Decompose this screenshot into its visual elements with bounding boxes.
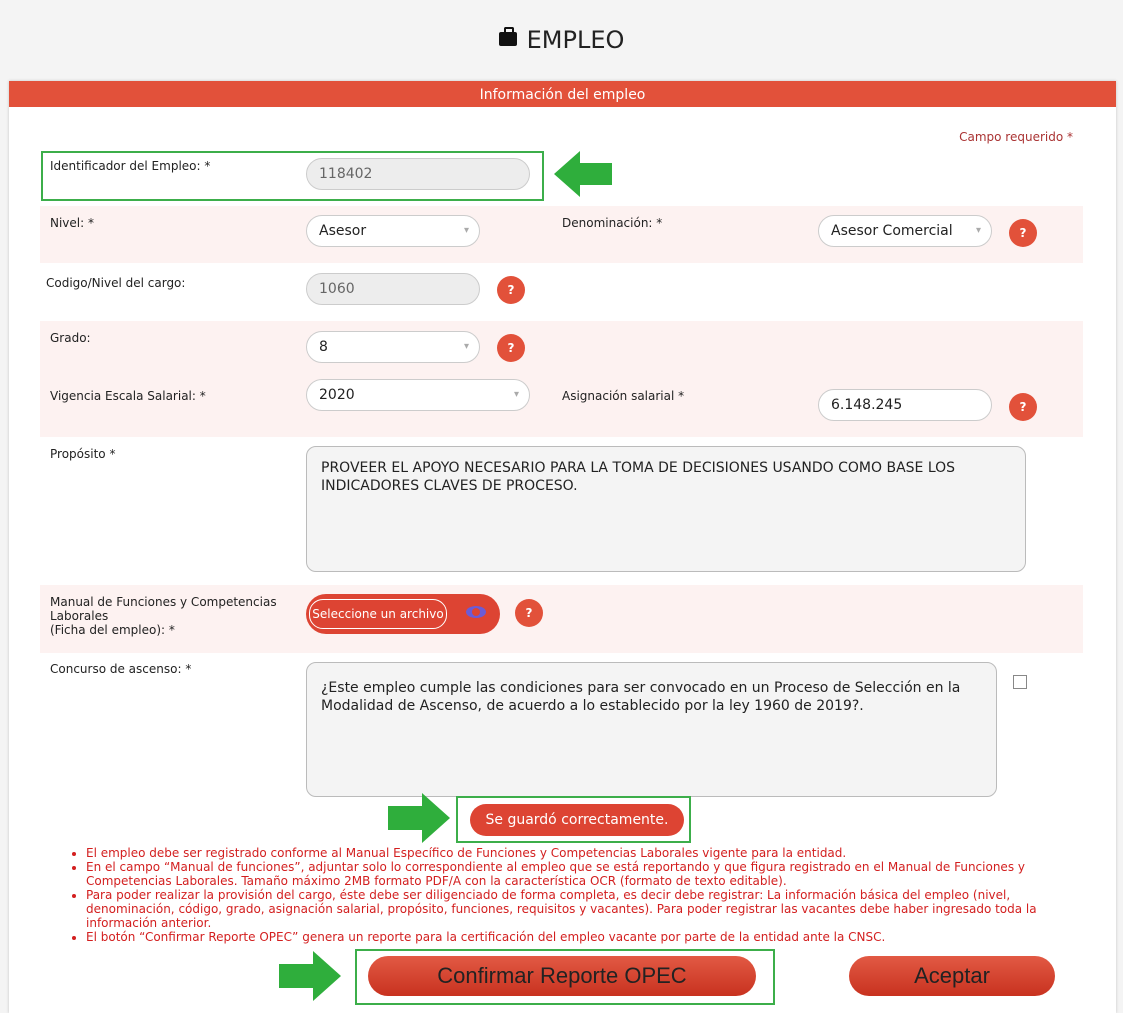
arrow-left-icon <box>554 151 612 197</box>
help-denominacion-icon[interactable]: ? <box>1009 219 1037 247</box>
concurso-checkbox[interactable] <box>1013 675 1027 689</box>
label-denominacion: Denominación: * <box>562 216 663 230</box>
file-upload-control[interactable] <box>306 594 500 634</box>
proposito-textarea[interactable]: PROVEER EL APOYO NECESARIO PARA LA TOMA DE DECISIONES USANDO COMO BASE LOS INDICADORES CLAVES DE PROCESO. <box>306 446 1026 572</box>
grado-select[interactable]: 8 ▾ <box>306 331 480 363</box>
select-file-button[interactable]: Seleccione un archivo <box>309 599 447 629</box>
briefcase-icon <box>499 32 517 46</box>
help-manual-icon[interactable]: ? <box>515 599 543 627</box>
denominacion-select[interactable]: Asesor Comercial ▾ <box>818 215 992 247</box>
note-item: • Para poder realizar la provisión del cargo, éste debe ser diligenciado de forma completa, es decir debe registrar: La información básica del empleo (nivel, denominación, código, grado, asignación salarial, propósito, funciones, requisitos y vacantes). Para poder registrar las vacantes debe haber ingresado toda la información anterior. <box>86 888 1096 930</box>
arrow-right-icon <box>279 951 341 1001</box>
arrow-right-icon <box>388 793 450 843</box>
saved-status-badge: Se guardó correctamente. <box>470 804 684 836</box>
accept-button[interactable]: Aceptar <box>849 956 1055 996</box>
label-concurso: Concurso de ascenso: * <box>50 662 192 676</box>
required-note: Campo requerido * <box>959 130 1073 144</box>
codigo-input[interactable]: 1060 <box>306 273 480 305</box>
note-item: • El botón “Confirmar Reporte OPEC” genera un reporte para la certificación del empleo vacante por parte de la entidad ante la CNSC. <box>86 930 1096 944</box>
help-asignacion-icon[interactable]: ? <box>1009 393 1037 421</box>
help-grado-icon[interactable]: ? <box>497 334 525 362</box>
label-identificador: Identificador del Empleo: * <box>50 159 211 173</box>
note-item: • En el campo “Manual de funciones”, adjuntar solo lo correspondiente al empleo que se está reportando y que figura registrado en el Manual de Funciones y Competencias Laborales. Tamaño máximo 2MB formato PDF/A con la característica OCR (formato de texto editable). <box>86 860 1096 888</box>
identificador-input[interactable]: 118402 <box>306 158 530 190</box>
label-manual: Manual de Funciones y Competencias Laborales (Ficha del empleo): * <box>50 595 277 637</box>
confirm-opec-button[interactable]: Confirmar Reporte OPEC <box>368 956 756 996</box>
note-item: • El empleo debe ser registrado conforme al Manual Específico de Funciones y Competencias Laborales vigente para la entidad. <box>86 846 1096 860</box>
help-codigo-icon[interactable]: ? <box>497 276 525 304</box>
label-codigo: Codigo/Nivel del cargo: <box>46 276 186 290</box>
label-grado: Grado: <box>50 331 91 345</box>
nivel-select[interactable]: Asesor ▾ <box>306 215 480 247</box>
vigencia-select[interactable]: 2020 ▾ <box>306 379 530 411</box>
label-nivel: Nivel: * <box>50 216 94 230</box>
concurso-textarea[interactable]: ¿Este empleo cumple las condiciones para ser convocado en un Proceso de Selección en la Modalidad de Ascenso, de acuerdo a lo establecido por la ley 1960 de 2019?. <box>306 662 997 797</box>
card-header: Información del empleo <box>9 81 1116 107</box>
label-asignacion: Asignación salarial * <box>562 389 685 403</box>
notes-list <box>72 846 1096 944</box>
asignacion-input[interactable]: 6.148.245 <box>818 389 992 421</box>
label-proposito: Propósito * <box>50 447 116 461</box>
eye-icon[interactable] <box>466 606 486 618</box>
page-title: EMPLEO <box>0 26 1123 54</box>
label-vigencia: Vigencia Escala Salarial: * <box>50 389 206 403</box>
